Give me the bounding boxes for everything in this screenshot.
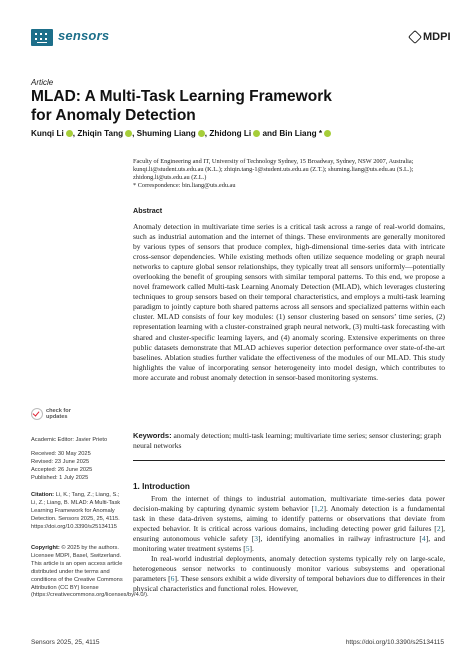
- orcid-icon[interactable]: [198, 130, 205, 137]
- reference-link[interactable]: 3: [254, 534, 259, 544]
- reference-link[interactable]: 6: [170, 574, 175, 584]
- copyright: [31, 545, 149, 600]
- section-divider: [133, 460, 445, 461]
- citation-text: Li, K.; Tang, Z.; Liang, S.; Li, Z.; Liang, B. MLAD: A Multi-Task Learning Framework for Anomaly Detection. Sensors 2025, 25, 4115. https://doi.org/10.3390/s25134115: [31, 492, 121, 530]
- publisher-logo: [410, 31, 451, 43]
- reference-link[interactable]: 4: [421, 534, 426, 544]
- article-type: Article: [31, 78, 54, 87]
- author-name: Shuming Liang: [136, 129, 196, 138]
- keywords-label: Keywords:: [133, 431, 172, 440]
- journal-logo-icon: [31, 29, 53, 46]
- publication-dates: [31, 451, 126, 483]
- paragraph-text: ,: [317, 504, 320, 514]
- orcid-icon[interactable]: [253, 130, 260, 137]
- citation-label: Citation:: [31, 492, 55, 498]
- orcid-icon[interactable]: [125, 130, 132, 137]
- date-accepted: Accepted: 26 June 2025: [31, 466, 93, 473]
- paper-title: MLAD: A Multi-Task Learning Framework for Anomaly Detection: [31, 88, 332, 124]
- paragraph-text: From the internet of things to industrial automation, multivariate time-series data power decision-making by capturing dynamic system behavior [: [133, 494, 445, 514]
- publisher-name: MDPI: [423, 31, 451, 43]
- citation: [31, 492, 126, 532]
- author-name: Bin Liang *: [279, 129, 323, 138]
- intro-paragraph-2: [133, 554, 445, 594]
- date-published: Published: 1 July 2025: [31, 474, 89, 481]
- journal-name: sensors: [58, 28, 110, 43]
- reference-link[interactable]: 2: [319, 504, 324, 514]
- author-name: Kunqi Li: [31, 129, 64, 138]
- check-for-updates-button[interactable]: [31, 408, 71, 420]
- check-updates-icon: [31, 408, 43, 420]
- paragraph-text: ]. Anomaly detection is a fundamental task in these data-driven systems, aiming to identify patterns or observations that deviate from expected behavior. It is critical across various domains, including detecting power grid failures [: [133, 504, 445, 534]
- correspondence: * Correspondence: bin.liang@uts.edu.au: [133, 182, 236, 189]
- paragraph-text: ]. These sensors exhibit a wide diversity of temporal behaviors due to differences in their physical characteristics and functional roles. However,: [133, 574, 445, 594]
- keywords: [133, 431, 445, 451]
- copyright-label: Copyright:: [31, 545, 60, 551]
- mdpi-logo-icon: [408, 30, 422, 44]
- keywords-text: anomaly detection; multi-task learning; multivariate time series; sensor clustering; graph neural networks: [133, 431, 442, 450]
- paragraph-text: ], identifying anomalies in railway infrastructure [: [258, 534, 422, 544]
- reference-link[interactable]: 1: [314, 504, 318, 514]
- date-revised: Revised: 23 June 2025: [31, 458, 90, 465]
- intro-paragraph-1: [133, 494, 445, 554]
- orcid-icon[interactable]: [324, 130, 331, 137]
- paragraph-text: ].: [249, 544, 254, 554]
- check-updates-line2: updates: [46, 414, 68, 420]
- reference-link[interactable]: 5: [245, 544, 250, 554]
- paragraph-text: ], ensuring autonomous vehicle safety [: [133, 524, 445, 544]
- introduction-body: [133, 494, 445, 594]
- author-name: Zhiqin Tang: [77, 129, 124, 138]
- paragraph-text: In real-world industrial deployments, anomaly detection systems typically rely on large-scale, heterogeneous sensor networks to continuously monitor various subsystems and operational parameters [: [133, 554, 445, 584]
- author-name: Zhidong Li: [209, 129, 252, 138]
- abstract-heading: Abstract: [133, 206, 163, 215]
- author-list: Kunqi Li , Zhiqin Tang , Shuming Liang , Zhidong Li and Bin Liang *: [31, 129, 451, 138]
- check-updates-line1: check for: [46, 408, 71, 414]
- section-heading: 1. Introduction: [133, 482, 190, 491]
- paragraph-text: ], and monitoring water treatment systems [: [133, 534, 445, 554]
- orcid-icon[interactable]: [66, 130, 73, 137]
- copyright-text: © 2025 by the authors. Licensee MDPI, Basel, Switzerland. This article is an open access article distributed under the terms and conditions of the Creative Commons Attribution (CC BY) license (https://creativecommons.org/licenses/by/4.0/).: [31, 545, 149, 599]
- reference-link[interactable]: 2: [436, 524, 441, 534]
- academic-editor: Academic Editor: Javier Prieto: [31, 437, 108, 443]
- affiliation: Faculty of Engineering and IT, University of Technology Sydney, 15 Broadway, Sydney, NSW 2007, Australia; kunqi.li@student.uts.edu.au (K.L.); zhiqin.tang-1@student.uts.edu.au (Z.T.); shuming.liang@uts.edu.au (S.L.); zhidong.li@uts.edu.au (Z.L.): [133, 158, 414, 182]
- footer-doi-link[interactable]: https://doi.org/10.3390/s25134115: [345, 639, 444, 646]
- date-received: Received: 30 May 2025: [31, 451, 91, 457]
- abstract-text: Anomaly detection in multivariate time series is a critical task across a range of real-world domains, such as industrial automation and the internet of things. These environments are generally monitored by various types of sensors that produce complex, high-dimensional time-series data with intricate cross-sensor dependencies. While existing methods often utilize sequence modeling or graph neural networks to capture global sensor relationships, they typically treat all sensors uniformly—potentially overlooking the benefit of grouping sensors with similar temporal patterns. To this end, we propose a novel framework called Multi-task Learning Anomaly Detection (MLAD), which leverages clustering techniques to group sensors based on their temporal characteristics, and employs a multi-task learning paradigm to jointly capture both shared patterns across all sensors and specialized patterns within each cluster. MLAD consists of four key modules: (1) sensor clustering based on sensors’ time series, (2) representation learning with a cluster-constrained graph neural network, (3) multi-task forecasting with shared and cluster-specific learning layers, and (4) anomaly scoring. Extensive experiments on three public datasets demonstrate that MLAD achieves superior detection performance over state-of-the-art baselines. Ablation studies further validate the effectiveness of the modules of our MLAD. This study highlights the value of incorporating sensor heterogeneity into model design, which contributes to more accurate and robust anomaly detection in sensor-based monitoring systems.: [133, 222, 445, 382]
- footer-citation: Sensors 2025, 25, 4115: [31, 639, 100, 646]
